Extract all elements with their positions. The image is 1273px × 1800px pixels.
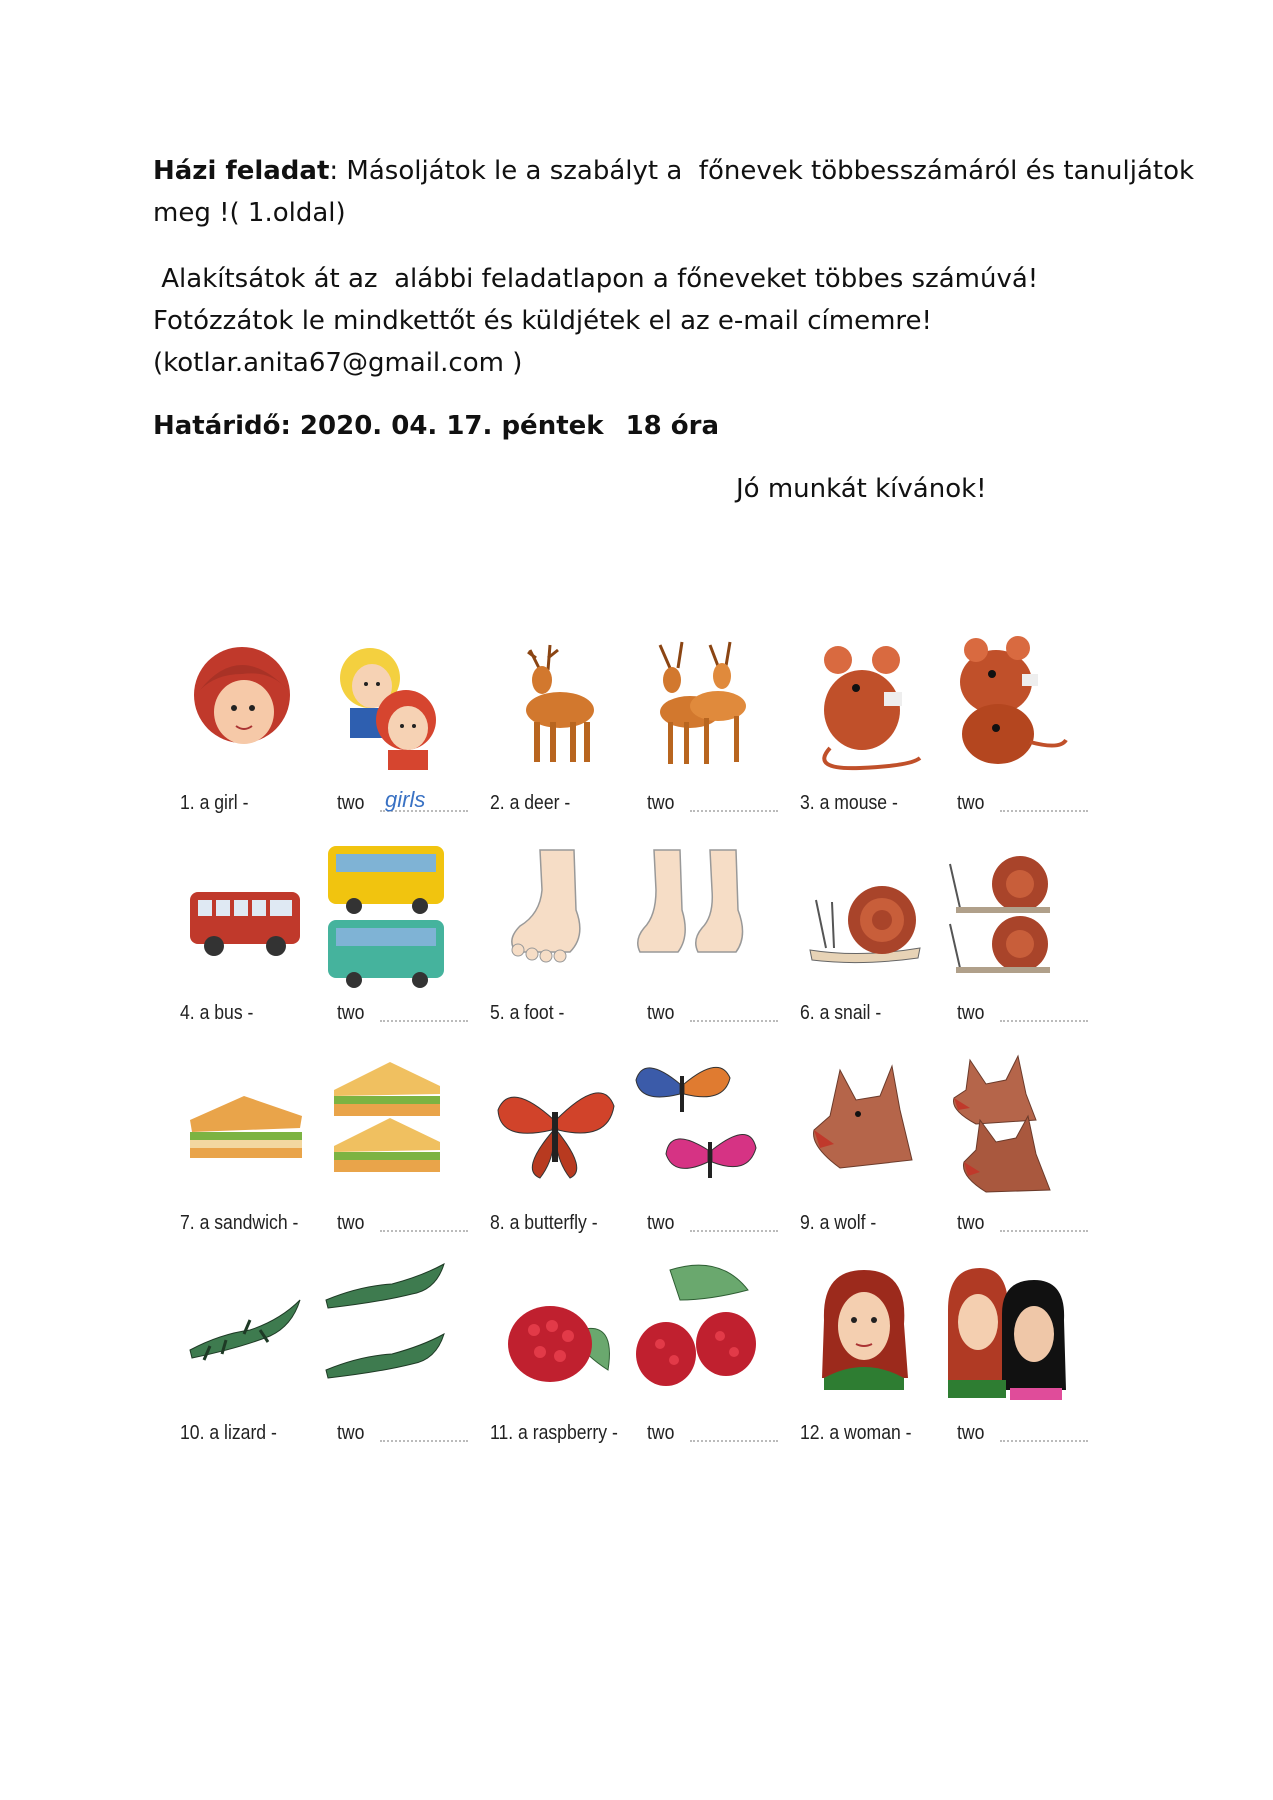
task-line-1: Alakítsátok át az alábbi feladatlapon a főneveket többes számúvá! [153,264,1039,294]
item-snail [780,840,1090,1045]
raspberries-illustration [630,1260,760,1410]
filled-answer: girls [385,787,426,812]
item-wolf [780,1050,1090,1255]
item-mouse [780,630,1090,835]
answer-blank[interactable] [690,1020,778,1022]
raspberry-illustration [490,1260,620,1410]
feet-illustration [630,840,760,990]
deer-illustration [490,630,620,780]
two-word: two [337,1002,365,1024]
two-word: two [647,1002,675,1024]
lizard-illustration [180,1260,310,1410]
task-description [153,258,1038,384]
closing-wish: Jó munkát kívánok! [736,474,987,504]
answer-blank[interactable] [380,1230,468,1232]
item-raspberry [470,1260,780,1465]
answer-blank[interactable] [1000,1230,1088,1232]
deadline-time: 18 óra [625,411,720,441]
mice-illustration [940,630,1070,780]
item-butterfly [470,1050,780,1255]
two-word: two [957,1422,985,1444]
butterflies-illustration [630,1050,760,1200]
two-word: two [957,1002,985,1024]
instruction-line-1 [153,150,1195,192]
two-word: two [647,1212,675,1234]
deadline-date: Határidő: 2020. 04. 17. péntek [153,411,604,441]
item-label: 11. a raspberry - [490,1422,618,1444]
answer-blank[interactable] [1000,1020,1088,1022]
two-word: two [337,792,365,814]
plural-worksheet [160,630,1090,1470]
item-label: 12. a woman - [800,1422,912,1444]
two-word: two [337,1212,365,1234]
item-label: 4. a bus - [180,1002,254,1024]
sandwich-illustration [180,1050,310,1200]
lizards-illustration [320,1260,450,1410]
answer-blank[interactable] [1000,810,1088,812]
task-line-2: Fotózzátok le mindkettőt és küldjétek el az e-mail címemre! [153,306,932,336]
answer-blank[interactable] [380,1020,468,1022]
item-label: 7. a sandwich - [180,1212,299,1234]
item-label: 5. a foot - [490,1002,565,1024]
wolf-illustration [800,1050,930,1200]
item-label: 9. a wolf - [800,1212,877,1234]
item-label: 1. a girl - [180,792,249,814]
item-label: 2. a deer - [490,792,571,814]
homework-instructions [153,150,1195,234]
answer-blank[interactable] [380,1440,468,1442]
answer-blank[interactable] [690,810,778,812]
item-deer [470,630,780,835]
woman-illustration [800,1260,930,1410]
mouse-illustration [800,630,930,780]
snails-illustration [940,840,1070,990]
girls-illustration [320,630,450,780]
snail-illustration [800,840,930,990]
answer-blank[interactable] [690,1440,778,1442]
buses-illustration [320,840,450,990]
deadline [153,405,719,447]
two-word: two [957,792,985,814]
email-address: (kotlar.anita67@gmail.com ) [153,348,523,378]
item-lizard [160,1260,470,1465]
foot-illustration [490,840,620,990]
two-word: two [647,792,675,814]
girl-illustration [180,630,310,780]
item-bus [160,840,470,1045]
item-woman [780,1260,1090,1465]
wolves-illustration [940,1050,1070,1200]
answer-blank[interactable] [1000,1440,1088,1442]
item-label: 8. a butterfly - [490,1212,598,1234]
two-word: two [647,1422,675,1444]
instruction-text: : Másoljátok le a szabályt a főnevek többesszámáról és tanuljátok [329,156,1195,186]
sandwiches-illustration [320,1050,450,1200]
answer-blank[interactable] [690,1230,778,1232]
butterfly-illustration [490,1050,620,1200]
item-foot [470,840,780,1045]
item-girl [160,630,470,835]
women-illustration [940,1260,1070,1410]
two-word: two [337,1422,365,1444]
instruction-line-2: meg !( 1.oldal) [153,198,346,228]
homework-heading: Házi feladat [153,156,330,186]
bus-illustration [180,840,310,990]
item-label: 3. a mouse - [800,792,898,814]
item-sandwich [160,1050,470,1255]
two-word: two [957,1212,985,1234]
item-label: 6. a snail - [800,1002,882,1024]
deer-plural-illustration [630,630,760,780]
item-label: 10. a lizard - [180,1422,277,1444]
